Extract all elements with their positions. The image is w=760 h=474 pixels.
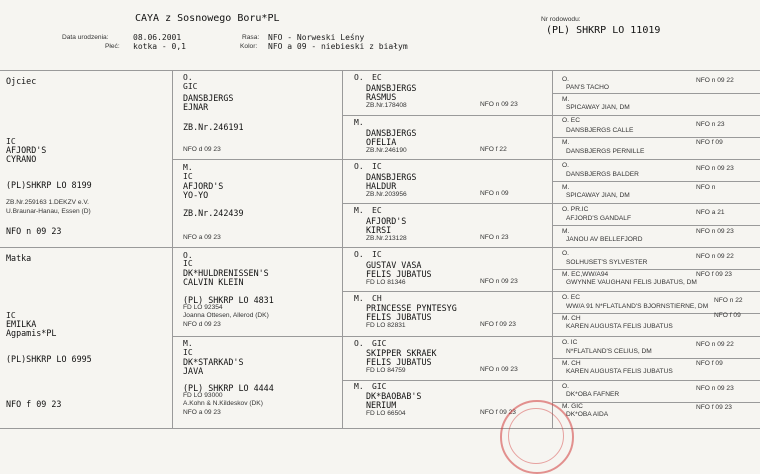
g2-sex: O.: [183, 251, 193, 260]
g2-extra2: Joanna Ottesen, Allerod (DK): [183, 312, 269, 319]
g2-extra1: FD LO 92354: [183, 304, 223, 311]
g3-name1: DANSBJERGS: [366, 172, 417, 182]
father-title: IC: [6, 137, 16, 146]
g2-title: IC: [183, 259, 193, 268]
g4-sire-ems: NFO n 09 23: [696, 385, 734, 392]
grid-line: [172, 159, 760, 160]
grid-line: [552, 225, 760, 226]
mother-name2: Agpamis*PL: [6, 328, 57, 338]
g3-ems: NFO n 09 23: [480, 101, 518, 108]
reg-value: (PL) SHKRP LO 11019: [546, 25, 661, 36]
father-name1: AFJORD'S: [6, 145, 47, 155]
g2-name2: EJNAR: [183, 102, 209, 112]
g3-name1: GUSTAV VASA: [366, 260, 422, 270]
g3-name1: SKIPPER SKRAEK: [366, 348, 437, 358]
grid-line: [552, 137, 760, 138]
color-label: Kolor:: [240, 43, 258, 50]
g3-sex: O.: [354, 250, 364, 259]
g2-ems: NFO d 09 23: [183, 146, 221, 153]
g3-name1: AFJORD'S: [366, 216, 407, 226]
g3-reg: FD LO 84759: [366, 367, 406, 374]
sex-label: Płeć:: [105, 43, 120, 50]
g4-sire-sex: O.: [562, 76, 569, 83]
g3-sex: O.: [354, 339, 364, 348]
father-owner: U.Braunar-Hanau, Essen (D): [6, 208, 91, 215]
g4-dam-sex: M.: [562, 96, 570, 103]
g2-sex: M.: [183, 163, 193, 172]
g3-name2: RASMUS: [366, 92, 397, 102]
g3-title: IC: [372, 162, 382, 171]
g4-dam-name: KAREN AUGUSTA FELIS JUBATUS: [566, 323, 673, 330]
g3-name2: FELIS JUBATUS: [366, 269, 432, 279]
g3-ems: NFO f 09 23: [480, 409, 516, 416]
g3-reg: ZB.Nr.203956: [366, 191, 407, 198]
official-stamp: [500, 400, 574, 474]
g4-sire-ems: NFO n 23: [696, 121, 725, 128]
g2-name2: CALVIN KLEIN: [183, 277, 244, 287]
mother-label: Matka: [6, 253, 32, 263]
grid-line: [552, 70, 553, 428]
g2-ems: NFO d 09 23: [183, 321, 221, 328]
g4-dam-name: DK*OBA AIDA: [566, 411, 609, 418]
g3-reg: ZB.Nr.246190: [366, 147, 407, 154]
father-name2: CYRANO: [6, 154, 37, 164]
g2-name1: DK*HULDRENISSEN'S: [183, 268, 269, 278]
g2-sex: O.: [183, 73, 193, 82]
reg-label: Nr rodowodu:: [541, 16, 581, 23]
g3-reg: ZB.Nr.213128: [366, 235, 407, 242]
g2-reg: (PL) SHKRP LO 4831: [183, 295, 274, 305]
grid-line: [342, 203, 760, 204]
g4-dam-ems: NFO f 09: [714, 312, 741, 319]
g4-dam-sex: M.: [562, 139, 570, 146]
g2-extra2: A.Kohn & N.Kildeskov (DK): [183, 400, 263, 407]
father-reg: (PL)SHKRP LO 8199: [6, 180, 92, 190]
g4-dam-ems: NFO f 09: [696, 139, 723, 146]
g4-sire-name: DANSBJERGS BALDER: [566, 171, 639, 178]
grid-line: [172, 70, 173, 428]
g4-sire-name: WW/A 91 N*FLATLAND'S BJORNSTIERNE, DM: [566, 303, 709, 310]
g3-sex: M.: [354, 294, 364, 303]
g3-title: EC: [372, 206, 382, 215]
g3-title: GIC: [372, 382, 387, 391]
pedigree-title: CAYA z Sosnowego Boru*PL: [135, 13, 280, 24]
g3-name2: NERIUM: [366, 400, 397, 410]
g3-ems: NFO n 09 23: [480, 278, 518, 285]
breed-value: NFO - Norweski Leśny: [268, 33, 365, 42]
mother-title: IC: [6, 311, 16, 320]
mother-ems: NFO f 09 23: [6, 399, 62, 409]
g3-reg: FD LO 82831: [366, 322, 406, 329]
g3-ems: NFO f 09 23: [480, 321, 516, 328]
g4-dam-ems: NFO n 09 23: [696, 228, 734, 235]
g3-name1: PRINCESSE PYNTESYG: [366, 303, 457, 313]
g4-dam-sex: M. CH: [562, 360, 581, 367]
g4-sire-sex: O. PR.IC: [562, 206, 589, 213]
g4-dam-ems: NFO n: [696, 184, 716, 191]
color-value: NFO a 09 - niebieski z białym: [268, 42, 408, 51]
g3-name2: FELIS JUBATUS: [366, 312, 432, 322]
g2-name2: YO-YO: [183, 190, 209, 200]
g3-ems: NFO f 22: [480, 146, 507, 153]
g4-sire-sex: O. EC: [562, 117, 580, 124]
g4-sire-ems: NFO n 09 22: [696, 341, 734, 348]
grid-line: [552, 402, 760, 403]
g3-name1: DK*BAOBAB'S: [366, 391, 422, 401]
g4-sire-sex: O.: [562, 383, 569, 390]
g3-ems: NFO n 23: [480, 234, 509, 241]
g3-reg: FD LO 81346: [366, 279, 406, 286]
g4-sire-name: PAN'S TACHO: [566, 84, 610, 91]
grid-line: [0, 428, 760, 429]
g2-reg: ZB.Nr.242439: [183, 208, 244, 218]
g4-sire-sex: O. EC: [562, 294, 580, 301]
mother-name1: EMILKA: [6, 319, 37, 329]
g2-name1: DANSBJERGS: [183, 93, 234, 103]
g4-dam-name: DANSBJERGS PERNILLE: [566, 148, 645, 155]
g2-ems: NFO a 09 23: [183, 234, 221, 241]
grid-line: [0, 70, 760, 71]
breed-label: Rasa:: [242, 34, 260, 41]
g4-sire-sex: O.: [562, 162, 569, 169]
g3-reg: ZB.Nr.178408: [366, 102, 407, 109]
g2-sex: M.: [183, 339, 193, 348]
g2-extra1: FD LO 93000: [183, 392, 223, 399]
g4-dam-sex: M. EC,WW/A94: [562, 271, 609, 278]
g2-title: GIC: [183, 82, 198, 91]
dob-label: Data urodzenia:: [62, 34, 109, 41]
g2-ems: NFO a 09 23: [183, 409, 221, 416]
sex-value: kotka - 0,1: [133, 42, 186, 51]
father-zb: ZB.Nr.259163 1.DEKZV e.V.: [6, 199, 89, 206]
g4-sire-name: DK*OBA FAFNER: [566, 391, 620, 398]
g4-dam-sex: M. CH: [562, 315, 581, 322]
g3-name1: DANSBJERGS: [366, 83, 417, 93]
g3-name1: DANSBJERGS: [366, 128, 417, 138]
g4-dam-name: GWYNNE VAUGHANI FELIS JUBATUS, DM: [566, 279, 697, 286]
g4-sire-ems: NFO n 09 22: [696, 253, 734, 260]
g3-sex: O.: [354, 162, 364, 171]
g4-sire-sex: O. IC: [562, 339, 578, 346]
g3-title: GIC: [372, 339, 387, 348]
official-stamp-inner: [508, 408, 564, 464]
g2-name1: AFJORD'S: [183, 181, 224, 191]
g4-sire-name: SOLHUSET'S SYLVESTER: [566, 259, 648, 266]
grid-line: [342, 291, 760, 292]
grid-line: [552, 93, 760, 94]
grid-line: [342, 115, 760, 116]
g4-sire-name: DANSBJERGS CALLE: [566, 127, 634, 134]
g3-sex: M.: [354, 382, 364, 391]
grid-line: [342, 380, 760, 381]
g4-dam-name: SPICAWAY JIAN, DM: [566, 104, 630, 111]
g4-sire-ems: NFO n 09 22: [696, 77, 734, 84]
g4-sire-ems: NFO a 21: [696, 209, 725, 216]
grid-line: [0, 247, 760, 248]
grid-line: [172, 336, 760, 337]
g4-dam-sex: M.: [562, 184, 570, 191]
g3-reg: FD LO 66504: [366, 410, 406, 417]
mother-reg: (PL)SHKRP LO 6995: [6, 354, 92, 364]
g4-sire-name: AFJORD'S GANDALF: [566, 215, 632, 222]
g2-title: IC: [183, 348, 193, 357]
g3-name2: OFELIA: [366, 137, 397, 147]
g4-sire-ems: NFO n 22: [714, 297, 743, 304]
g2-title: IC: [183, 172, 193, 181]
g3-sex: M.: [354, 118, 364, 127]
father-ems: NFO n 09 23: [6, 226, 62, 236]
dob-value: 08.06.2001: [133, 33, 182, 42]
g4-dam-name: KAREN AUGUSTA FELIS JUBATUS: [566, 368, 673, 375]
g3-sex: M.: [354, 206, 364, 215]
grid-line: [342, 70, 343, 428]
g4-dam-sex: M.: [562, 228, 570, 235]
g3-sex: O.: [354, 73, 364, 82]
g4-dam-ems: NFO f 09 23: [696, 404, 732, 411]
g4-dam-ems: NFO f 09 23: [696, 271, 732, 278]
g3-title: IC: [372, 250, 382, 259]
g3-name2: FELIS JUBATUS: [366, 357, 432, 367]
g4-dam-sex: M. GIC: [562, 403, 583, 410]
father-label: Ojciec: [6, 76, 37, 86]
g3-ems: NFO n 09 23: [480, 366, 518, 373]
g2-name1: DK*STARKAD'S: [183, 357, 244, 367]
g4-sire-sex: O.: [562, 250, 569, 257]
g2-reg: (PL) SHKRP LO 4444: [183, 383, 274, 393]
g4-dam-name: JANOU AV BELLEFJORD: [566, 236, 643, 243]
grid-line: [552, 269, 760, 270]
g3-title: EC: [372, 73, 382, 82]
g2-name2: JAVA: [183, 366, 204, 376]
g3-ems: NFO n 09: [480, 190, 509, 197]
grid-line: [552, 358, 760, 359]
g4-sire-ems: NFO n 09 23: [696, 165, 734, 172]
g3-name2: HALDUR: [366, 181, 397, 191]
g3-title: CH: [372, 294, 382, 303]
g4-dam-name: SPICAWAY JIAN, DM: [566, 192, 630, 199]
grid-line: [552, 181, 760, 182]
g4-dam-ems: NFO f 09: [696, 360, 723, 367]
g4-sire-name: N*FLATLAND'S CELIUS, DM: [566, 348, 652, 355]
g2-reg: ZB.Nr.246191: [183, 122, 244, 132]
g3-name2: KIRSI: [366, 225, 392, 235]
